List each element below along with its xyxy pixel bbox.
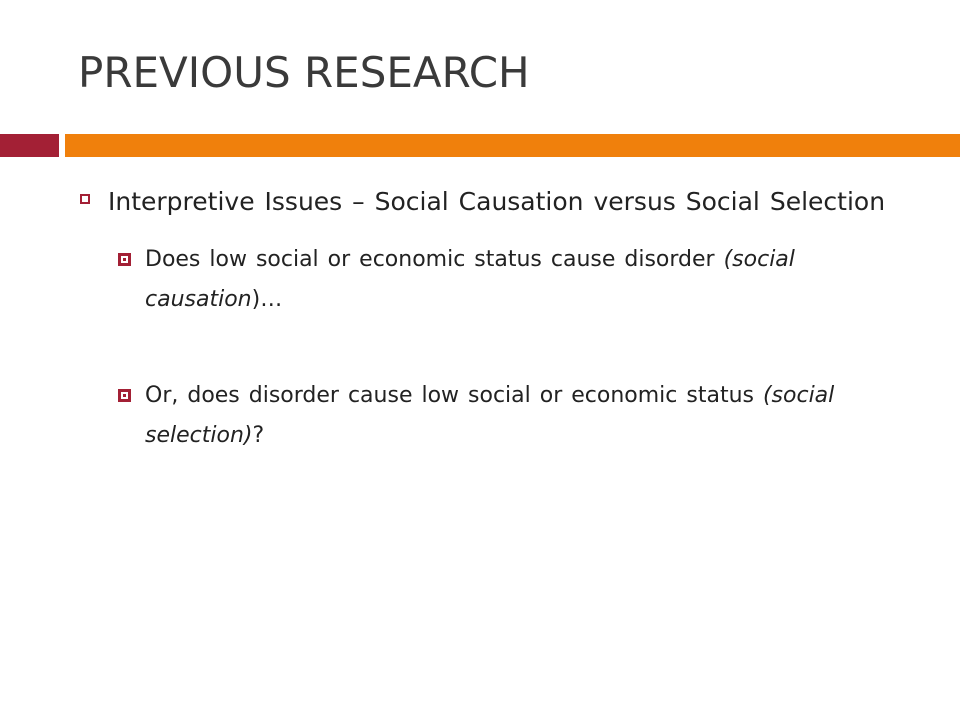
spacer (78, 320, 898, 358)
framed-square-icon (118, 253, 131, 266)
bullet-text: Interpretive Issues – Social Causation versus Social Selection (108, 187, 886, 216)
framed-square-icon (118, 389, 131, 402)
sub-bullet-tail: ? (252, 423, 265, 448)
sub-bullet-item-1 (116, 240, 898, 320)
sub-bullet-italic: (social causation (145, 247, 795, 312)
bullet-item-level1 (78, 182, 898, 222)
sub-bullet-item-2 (116, 376, 898, 456)
sub-bullet-text: Or, does disorder cause low social or economic status (145, 383, 763, 408)
sub-bullet-italic: (social selection) (145, 383, 835, 448)
slide-title: PREVIOUS RESEARCH (78, 48, 530, 97)
slide-content (78, 182, 898, 456)
accent-bar-left (0, 134, 59, 157)
hollow-square-icon (80, 194, 90, 204)
sub-bullet-tail: )… (251, 287, 283, 312)
sub-bullet-text: Does low social or economic status cause disorder (145, 247, 724, 272)
accent-bar-right (65, 134, 960, 157)
